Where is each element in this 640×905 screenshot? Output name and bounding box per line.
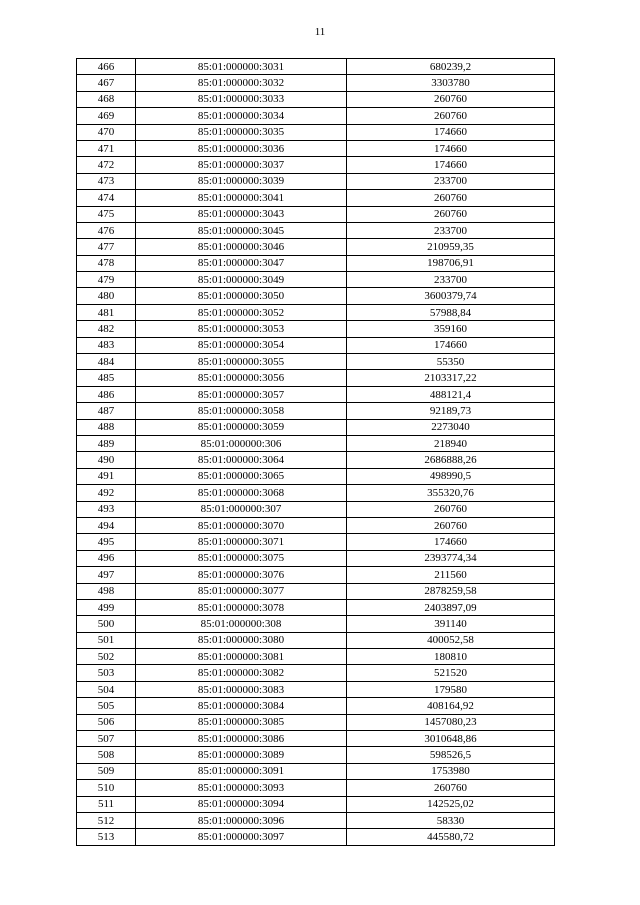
cadastral-number-cell: 85:01:000000:3032 — [136, 75, 347, 91]
table-row — [77, 190, 555, 206]
value-cell: 1457080,23 — [347, 714, 555, 730]
row-number-cell: 478 — [77, 255, 136, 271]
cadastral-number-cell: 85:01:000000:306 — [136, 435, 347, 451]
value-cell: 198706,91 — [347, 255, 555, 271]
cadastral-number-cell: 85:01:000000:3052 — [136, 304, 347, 320]
value-cell: 233700 — [347, 272, 555, 288]
row-number-cell: 495 — [77, 534, 136, 550]
value-cell: 174660 — [347, 534, 555, 550]
row-number-cell: 490 — [77, 452, 136, 468]
value-cell: 2273040 — [347, 419, 555, 435]
table-row — [77, 731, 555, 747]
row-number-cell: 474 — [77, 190, 136, 206]
cadastral-number-cell: 85:01:000000:3047 — [136, 255, 347, 271]
table-row — [77, 304, 555, 320]
row-number-cell: 473 — [77, 173, 136, 189]
value-cell: 2878259,58 — [347, 583, 555, 599]
value-cell: 445580,72 — [347, 829, 555, 845]
table-body — [77, 59, 555, 846]
value-cell: 179580 — [347, 681, 555, 697]
table-row — [77, 140, 555, 156]
cadastral-number-cell: 85:01:000000:3041 — [136, 190, 347, 206]
value-cell: 233700 — [347, 173, 555, 189]
cadastral-number-cell: 85:01:000000:3070 — [136, 517, 347, 533]
value-cell: 1753980 — [347, 763, 555, 779]
row-number-cell: 470 — [77, 124, 136, 140]
row-number-cell: 477 — [77, 239, 136, 255]
table-row — [77, 157, 555, 173]
table-row — [77, 321, 555, 337]
row-number-cell: 493 — [77, 501, 136, 517]
cadastral-number-cell: 85:01:000000:3054 — [136, 337, 347, 353]
value-cell: 55350 — [347, 354, 555, 370]
row-number-cell: 467 — [77, 75, 136, 91]
cadastral-number-cell: 85:01:000000:3086 — [136, 731, 347, 747]
cadastral-number-cell: 85:01:000000:3082 — [136, 665, 347, 681]
table-row — [77, 452, 555, 468]
row-number-cell: 475 — [77, 206, 136, 222]
value-cell: 355320,76 — [347, 485, 555, 501]
row-number-cell: 496 — [77, 550, 136, 566]
table-row — [77, 747, 555, 763]
table-row — [77, 665, 555, 681]
value-cell: 260760 — [347, 206, 555, 222]
table-row — [77, 599, 555, 615]
table-row — [77, 75, 555, 91]
row-number-cell: 498 — [77, 583, 136, 599]
value-cell: 598526,5 — [347, 747, 555, 763]
value-cell: 218940 — [347, 435, 555, 451]
cadastral-number-cell: 85:01:000000:3053 — [136, 321, 347, 337]
value-cell: 92189,73 — [347, 403, 555, 419]
cadastral-number-cell: 85:01:000000:3097 — [136, 829, 347, 845]
row-number-cell: 469 — [77, 108, 136, 124]
value-cell: 211560 — [347, 567, 555, 583]
row-number-cell: 492 — [77, 485, 136, 501]
cadastral-number-cell: 85:01:000000:3033 — [136, 91, 347, 107]
table-row — [77, 222, 555, 238]
row-number-cell: 500 — [77, 616, 136, 632]
cadastral-number-cell: 85:01:000000:3058 — [136, 403, 347, 419]
row-number-cell: 502 — [77, 649, 136, 665]
table-row — [77, 649, 555, 665]
table-row — [77, 354, 555, 370]
cadastral-number-cell: 85:01:000000:3080 — [136, 632, 347, 648]
cadastral-number-cell: 85:01:000000:3076 — [136, 567, 347, 583]
row-number-cell: 511 — [77, 796, 136, 812]
cadastral-number-cell: 85:01:000000:3075 — [136, 550, 347, 566]
table-row — [77, 91, 555, 107]
table-row — [77, 370, 555, 386]
table-row — [77, 534, 555, 550]
value-cell: 521520 — [347, 665, 555, 681]
cadastral-number-cell: 85:01:000000:3049 — [136, 272, 347, 288]
row-number-cell: 486 — [77, 386, 136, 402]
row-number-cell: 503 — [77, 665, 136, 681]
cadastral-number-cell: 85:01:000000:3055 — [136, 354, 347, 370]
table-row — [77, 386, 555, 402]
row-number-cell: 466 — [77, 59, 136, 75]
row-number-cell: 488 — [77, 419, 136, 435]
cadastral-number-cell: 85:01:000000:3084 — [136, 698, 347, 714]
row-number-cell: 491 — [77, 468, 136, 484]
value-cell: 3010648,86 — [347, 731, 555, 747]
row-number-cell: 480 — [77, 288, 136, 304]
value-cell: 260760 — [347, 780, 555, 796]
value-cell: 58330 — [347, 812, 555, 828]
table-row — [77, 681, 555, 697]
row-number-cell: 479 — [77, 272, 136, 288]
row-number-cell: 497 — [77, 567, 136, 583]
value-cell: 260760 — [347, 91, 555, 107]
value-cell: 142525,02 — [347, 796, 555, 812]
value-cell: 3303780 — [347, 75, 555, 91]
row-number-cell: 489 — [77, 435, 136, 451]
cadastral-number-cell: 85:01:000000:3096 — [136, 812, 347, 828]
value-cell: 260760 — [347, 108, 555, 124]
cadastral-number-cell: 85:01:000000:3071 — [136, 534, 347, 550]
table-row — [77, 714, 555, 730]
cadastral-number-cell: 85:01:000000:3057 — [136, 386, 347, 402]
table-row — [77, 419, 555, 435]
table-row — [77, 550, 555, 566]
row-number-cell: 505 — [77, 698, 136, 714]
row-number-cell: 508 — [77, 747, 136, 763]
cadastral-number-cell: 85:01:000000:3046 — [136, 239, 347, 255]
table-row — [77, 206, 555, 222]
value-cell: 174660 — [347, 337, 555, 353]
table-row — [77, 337, 555, 353]
table-row — [77, 124, 555, 140]
cadastral-number-cell: 85:01:000000:3077 — [136, 583, 347, 599]
cadastral-number-cell: 85:01:000000:3094 — [136, 796, 347, 812]
table-row — [77, 108, 555, 124]
value-cell: 2686888,26 — [347, 452, 555, 468]
value-cell: 488121,4 — [347, 386, 555, 402]
table-row — [77, 403, 555, 419]
table-row — [77, 517, 555, 533]
row-number-cell: 512 — [77, 812, 136, 828]
cadastral-number-cell: 85:01:000000:3050 — [136, 288, 347, 304]
row-number-cell: 468 — [77, 91, 136, 107]
value-cell: 391140 — [347, 616, 555, 632]
row-number-cell: 501 — [77, 632, 136, 648]
row-number-cell: 471 — [77, 140, 136, 156]
value-cell: 400052,58 — [347, 632, 555, 648]
row-number-cell: 494 — [77, 517, 136, 533]
table-row — [77, 796, 555, 812]
cadastral-number-cell: 85:01:000000:3043 — [136, 206, 347, 222]
value-cell: 174660 — [347, 124, 555, 140]
cadastral-number-cell: 85:01:000000:3085 — [136, 714, 347, 730]
cadastral-number-cell: 85:01:000000:3056 — [136, 370, 347, 386]
table-row — [77, 173, 555, 189]
value-cell: 180810 — [347, 649, 555, 665]
value-cell: 260760 — [347, 501, 555, 517]
table-row — [77, 239, 555, 255]
table-row — [77, 632, 555, 648]
cadastral-number-cell: 85:01:000000:3065 — [136, 468, 347, 484]
row-number-cell: 485 — [77, 370, 136, 386]
cadastral-number-cell: 85:01:000000:3031 — [136, 59, 347, 75]
table-row — [77, 780, 555, 796]
cadastral-number-cell: 85:01:000000:3093 — [136, 780, 347, 796]
table-row — [77, 763, 555, 779]
cadastral-number-cell: 85:01:000000:3039 — [136, 173, 347, 189]
row-number-cell: 481 — [77, 304, 136, 320]
value-cell: 233700 — [347, 222, 555, 238]
row-number-cell: 483 — [77, 337, 136, 353]
cadastral-number-cell: 85:01:000000:3091 — [136, 763, 347, 779]
row-number-cell: 507 — [77, 731, 136, 747]
cadastral-number-cell: 85:01:000000:308 — [136, 616, 347, 632]
value-cell: 498990,5 — [347, 468, 555, 484]
table-row — [77, 812, 555, 828]
page-number: 11 — [314, 26, 326, 38]
cadastral-number-cell: 85:01:000000:3089 — [136, 747, 347, 763]
value-cell: 359160 — [347, 321, 555, 337]
row-number-cell: 510 — [77, 780, 136, 796]
cadastral-value-table — [76, 58, 555, 846]
cadastral-number-cell: 85:01:000000:3045 — [136, 222, 347, 238]
value-cell: 2393774,34 — [347, 550, 555, 566]
value-cell: 408164,92 — [347, 698, 555, 714]
value-cell: 174660 — [347, 140, 555, 156]
table-row — [77, 435, 555, 451]
table-row — [77, 272, 555, 288]
row-number-cell: 484 — [77, 354, 136, 370]
row-number-cell: 506 — [77, 714, 136, 730]
value-cell: 2403897,09 — [347, 599, 555, 615]
cadastral-number-cell: 85:01:000000:3035 — [136, 124, 347, 140]
table-row — [77, 583, 555, 599]
row-number-cell: 504 — [77, 681, 136, 697]
value-cell: 2103317,22 — [347, 370, 555, 386]
table-row — [77, 829, 555, 845]
row-number-cell: 487 — [77, 403, 136, 419]
cadastral-number-cell: 85:01:000000:3037 — [136, 157, 347, 173]
row-number-cell: 513 — [77, 829, 136, 845]
cadastral-number-cell: 85:01:000000:3059 — [136, 419, 347, 435]
cadastral-number-cell: 85:01:000000:3036 — [136, 140, 347, 156]
cadastral-number-cell: 85:01:000000:3083 — [136, 681, 347, 697]
table-row — [77, 59, 555, 75]
table-row — [77, 567, 555, 583]
value-cell: 3600379,74 — [347, 288, 555, 304]
value-cell: 680239,2 — [347, 59, 555, 75]
table-row — [77, 485, 555, 501]
cadastral-number-cell: 85:01:000000:307 — [136, 501, 347, 517]
row-number-cell: 482 — [77, 321, 136, 337]
table-row — [77, 616, 555, 632]
table-row — [77, 255, 555, 271]
row-number-cell: 499 — [77, 599, 136, 615]
table-row — [77, 501, 555, 517]
table-row — [77, 288, 555, 304]
cadastral-number-cell: 85:01:000000:3068 — [136, 485, 347, 501]
value-cell: 260760 — [347, 517, 555, 533]
value-cell: 57988,84 — [347, 304, 555, 320]
row-number-cell: 472 — [77, 157, 136, 173]
table-row — [77, 698, 555, 714]
value-cell: 260760 — [347, 190, 555, 206]
cadastral-number-cell: 85:01:000000:3081 — [136, 649, 347, 665]
row-number-cell: 476 — [77, 222, 136, 238]
cadastral-number-cell: 85:01:000000:3034 — [136, 108, 347, 124]
row-number-cell: 509 — [77, 763, 136, 779]
table-row — [77, 468, 555, 484]
cadastral-number-cell: 85:01:000000:3078 — [136, 599, 347, 615]
value-cell: 174660 — [347, 157, 555, 173]
cadastral-number-cell: 85:01:000000:3064 — [136, 452, 347, 468]
value-cell: 210959,35 — [347, 239, 555, 255]
